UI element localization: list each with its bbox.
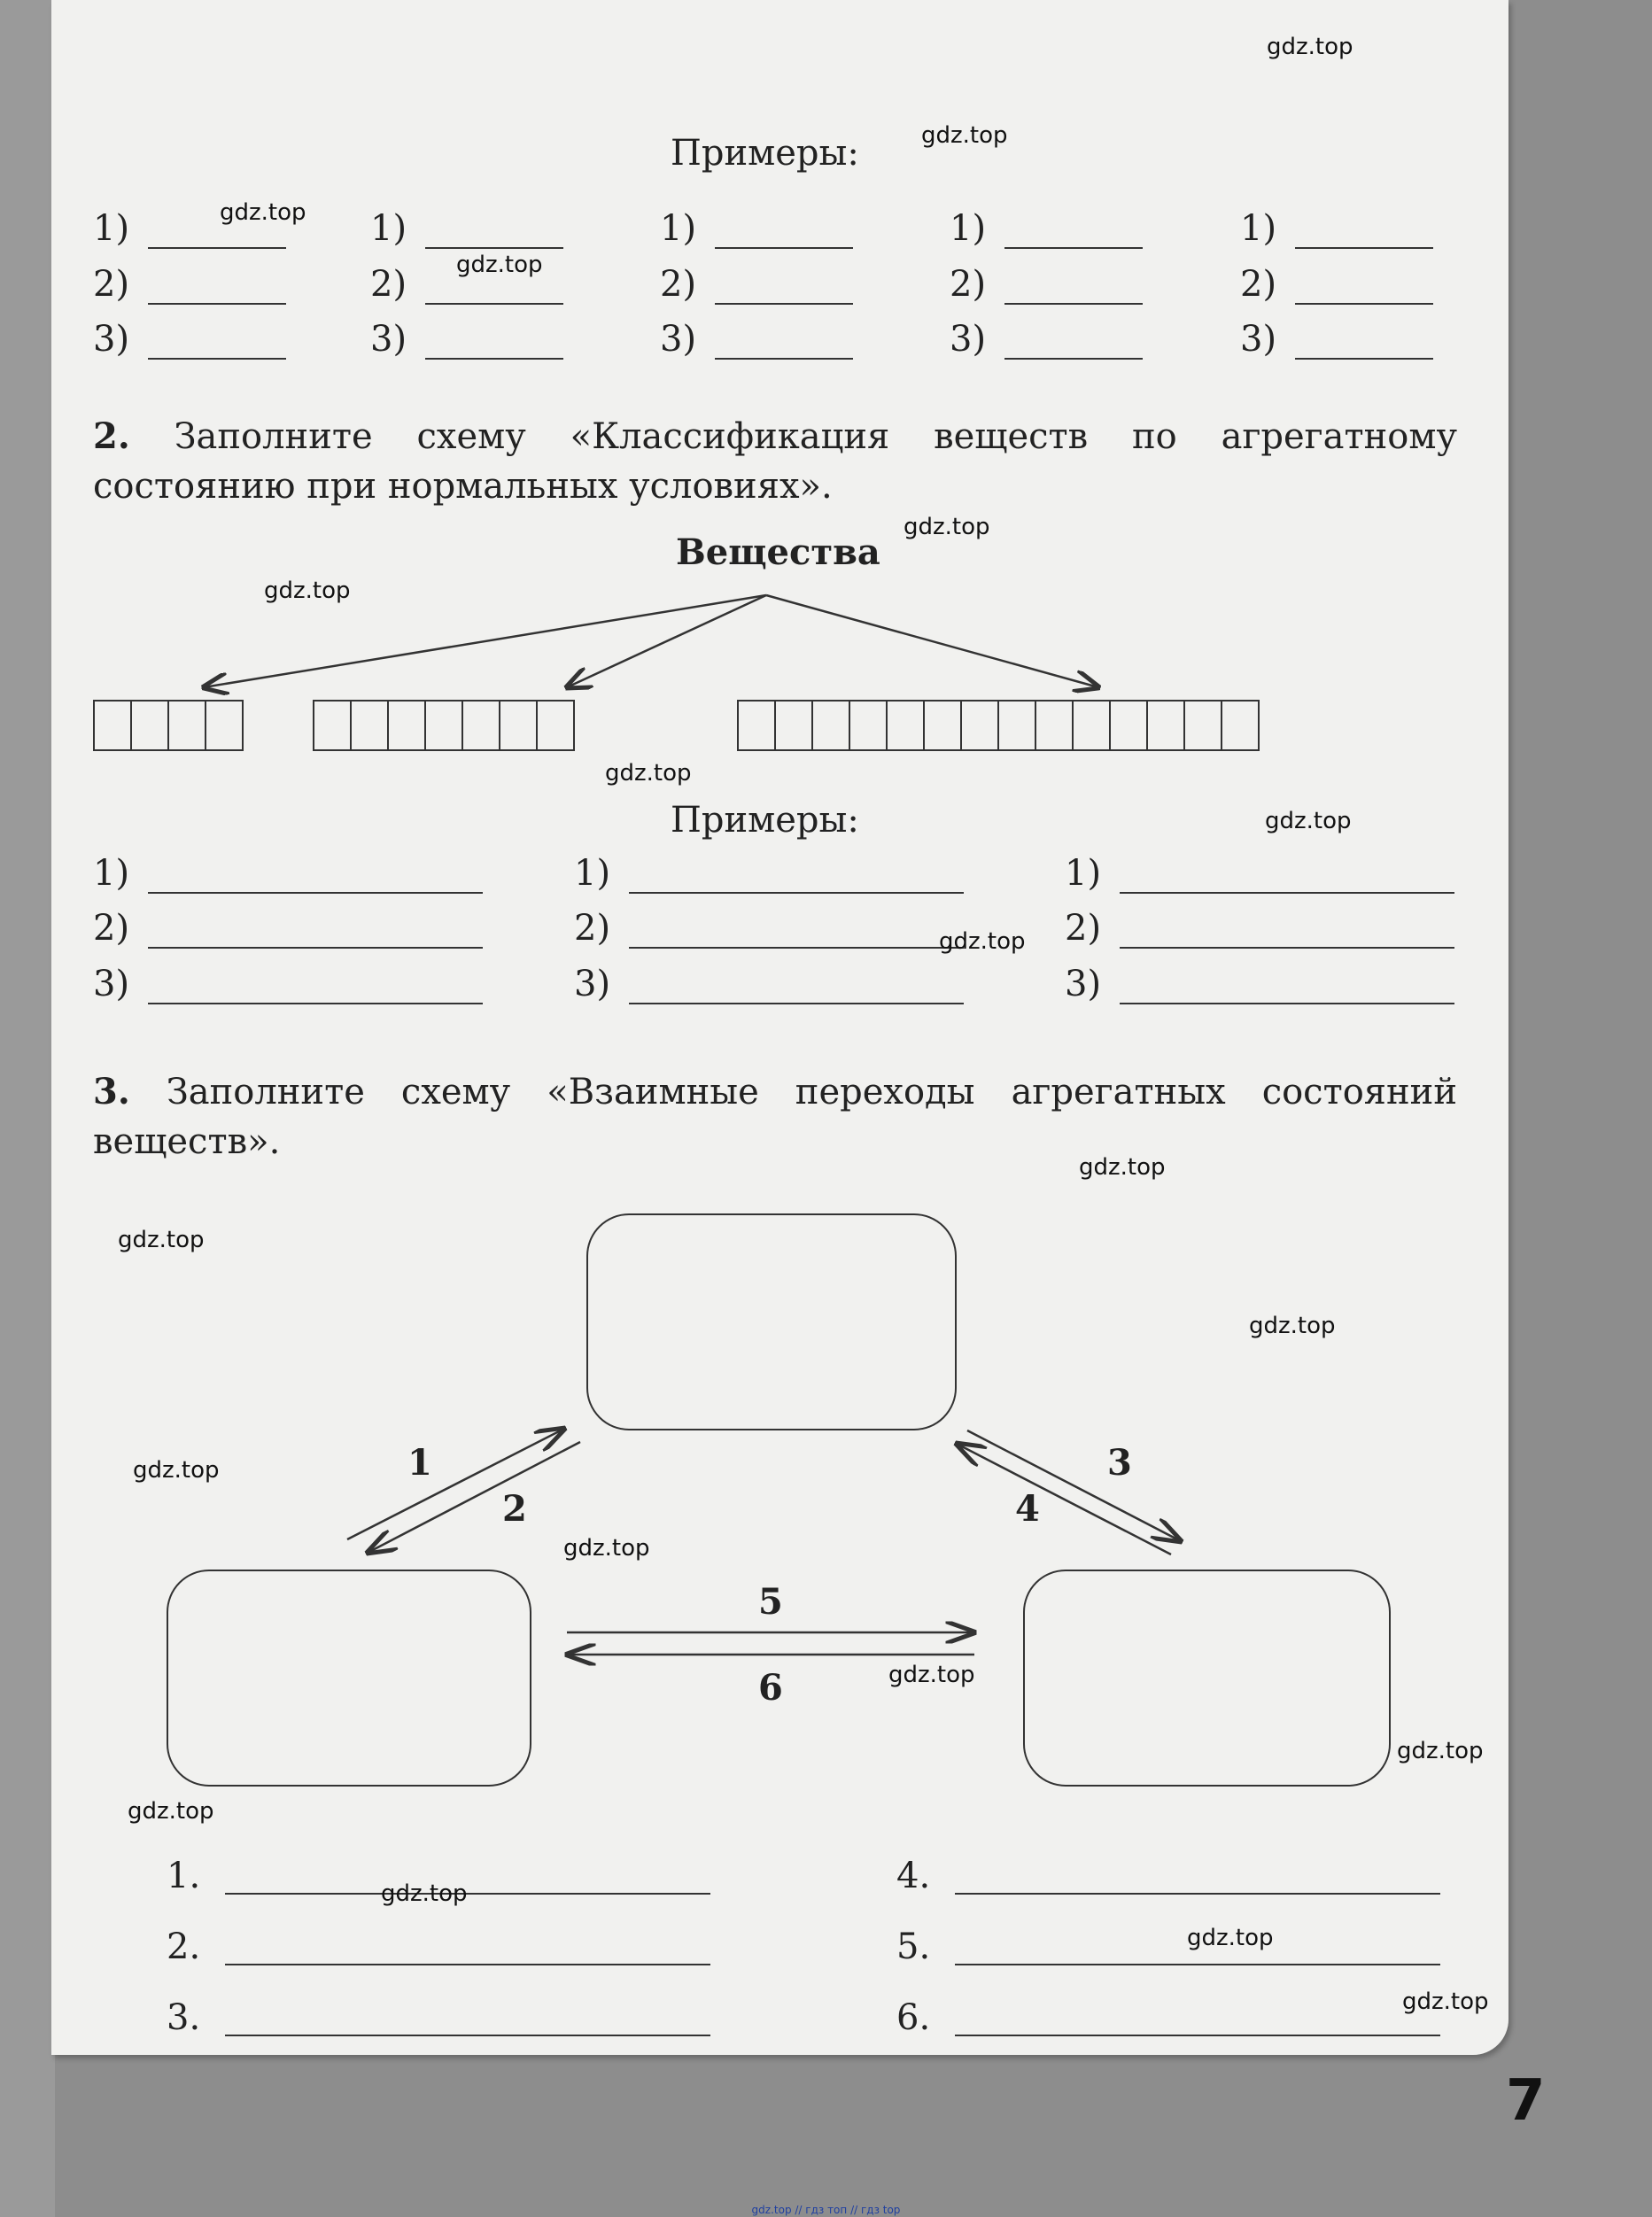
example-row-label: 2) <box>93 264 130 305</box>
answer-cell[interactable] <box>536 700 575 751</box>
watermark-text: gdz.top <box>1187 1925 1274 1951</box>
transition-label-6: 6 <box>758 1667 783 1709</box>
example-row-label: 1) <box>370 208 407 249</box>
watermark-text: gdz.top <box>456 252 543 278</box>
watermark-text: gdz.top <box>888 1662 975 1688</box>
example-row-label: 2) <box>93 908 130 949</box>
answer-cell[interactable] <box>205 700 244 751</box>
transition-arrow-3 <box>967 1430 1181 1541</box>
arrow-to-group-1 <box>204 595 766 687</box>
example-row-label: 1) <box>1240 208 1277 249</box>
answer-cell[interactable] <box>461 700 500 751</box>
example-row-label: 2) <box>370 264 407 305</box>
example-row-label: 3) <box>93 964 130 1004</box>
task-2-instruction: Заполните схему «Классификация веществ по агрегатному состоянию при нормальных условиях». <box>93 416 1458 507</box>
transition-answer-label: 6. <box>896 1997 931 2038</box>
answer-cell[interactable] <box>424 700 463 751</box>
transition-arrows <box>0 1373 1652 1709</box>
example-row-label: 3) <box>370 319 407 360</box>
arrow-to-group-2 <box>567 595 766 687</box>
example-answer-line[interactable] <box>629 892 964 894</box>
example-row-label: 3) <box>1240 319 1277 360</box>
example-row-label: 3) <box>574 964 611 1004</box>
transition-label-1: 1 <box>407 1442 432 1484</box>
answer-cell[interactable] <box>1072 700 1111 751</box>
answer-cell[interactable] <box>811 700 850 751</box>
page-number: 7 <box>1506 2068 1546 2134</box>
answer-cell[interactable] <box>737 700 776 751</box>
transition-answer-label: 2. <box>167 1926 201 1967</box>
watermark-text: gdz.top <box>1265 808 1352 834</box>
examples-title-1: Примеры: <box>671 133 859 174</box>
task-3-number: 3. <box>93 1071 130 1112</box>
answer-cell[interactable] <box>387 700 426 751</box>
example-row-label: 3) <box>660 319 697 360</box>
transition-answer-line[interactable] <box>225 1964 710 1965</box>
watermark-text: gdz.top <box>1402 1988 1489 2015</box>
watermark-text: gdz.top <box>1267 34 1353 60</box>
example-row-label: 1) <box>93 853 130 894</box>
example-row-label: 1) <box>1065 853 1102 894</box>
transition-answer-line[interactable] <box>225 2035 710 2036</box>
transition-arrow-2 <box>368 1442 580 1553</box>
answer-cell[interactable] <box>1183 700 1222 751</box>
transition-arrow-1 <box>347 1429 564 1539</box>
example-row-label: 2) <box>1065 908 1102 949</box>
answer-cell[interactable] <box>1146 700 1185 751</box>
answer-cell[interactable] <box>130 700 169 751</box>
answer-cell[interactable] <box>960 700 999 751</box>
watermark-text: gdz.top <box>904 514 990 540</box>
watermark-text: gdz.top <box>220 199 306 226</box>
answer-cell[interactable] <box>93 700 132 751</box>
answer-cell[interactable] <box>923 700 962 751</box>
example-row-label: 1) <box>574 853 611 894</box>
example-row-label: 2) <box>950 264 987 305</box>
example-answer-line[interactable] <box>1120 1003 1454 1004</box>
example-answer-line[interactable] <box>629 947 964 949</box>
example-row-label: 1) <box>660 208 697 249</box>
answer-cell[interactable] <box>1035 700 1074 751</box>
watermark-text: gdz.top <box>381 1880 468 1907</box>
watermark-text: gdz.top <box>118 1227 205 1253</box>
transition-answer-line[interactable] <box>225 1893 710 1895</box>
example-row-label: 1) <box>93 208 130 249</box>
watermark-text: gdz.top <box>939 928 1026 955</box>
transition-label-5: 5 <box>758 1581 783 1623</box>
transition-answer-label: 4. <box>896 1856 931 1896</box>
classification-arrows <box>0 0 1652 797</box>
transition-arrow-4 <box>957 1444 1171 1554</box>
answer-cell[interactable] <box>313 700 352 751</box>
task-3-text <box>93 1067 1457 1167</box>
answer-cell[interactable] <box>350 700 389 751</box>
example-row-label: 3) <box>950 319 987 360</box>
watermark-text: gdz.top <box>921 122 1008 149</box>
watermark-text: gdz.top <box>563 1535 650 1562</box>
task-2-number: 2. <box>93 415 130 457</box>
answer-cell[interactable] <box>774 700 813 751</box>
example-row-label: 2) <box>660 264 697 305</box>
answer-cell[interactable] <box>499 700 538 751</box>
transition-answer-line[interactable] <box>955 2035 1440 2036</box>
watermark-text: gdz.top <box>1079 1154 1166 1181</box>
example-answer-line[interactable] <box>148 892 483 894</box>
example-row-label: 2) <box>574 908 611 949</box>
example-answer-line[interactable] <box>148 947 483 949</box>
transition-label-4: 4 <box>1015 1488 1040 1530</box>
answer-cell[interactable] <box>886 700 925 751</box>
example-row-label: 3) <box>93 319 130 360</box>
scheme-title: Вещества <box>676 531 880 573</box>
bottom-note: gdz.top // гдз топ // гдз top <box>751 2204 901 2216</box>
examples-title-2: Примеры: <box>671 800 859 841</box>
answer-cell[interactable] <box>1109 700 1148 751</box>
transition-answer-label: 5. <box>896 1926 931 1967</box>
answer-cell[interactable] <box>849 700 888 751</box>
task-3-instruction: Заполните схему «Взаимные переходы агрегатных состояний веществ». <box>93 1072 1458 1162</box>
watermark-text: gdz.top <box>605 760 692 787</box>
watermark-text: gdz.top <box>264 578 351 604</box>
transition-answer-line[interactable] <box>955 1964 1440 1965</box>
transition-answer-label: 3. <box>167 1997 201 2038</box>
watermark-text: gdz.top <box>1249 1313 1336 1339</box>
answer-cell[interactable] <box>997 700 1036 751</box>
watermark-text: gdz.top <box>128 1798 214 1825</box>
answer-cell[interactable] <box>1221 700 1260 751</box>
example-row-label: 2) <box>1240 264 1277 305</box>
example-answer-line[interactable] <box>629 1003 964 1004</box>
transition-answer-label: 1. <box>167 1856 201 1896</box>
transition-label-2: 2 <box>502 1488 527 1530</box>
example-row-label: 1) <box>950 208 987 249</box>
answer-cell[interactable] <box>167 700 206 751</box>
watermark-text: gdz.top <box>1397 1738 1484 1764</box>
example-answer-line[interactable] <box>148 1003 483 1004</box>
arrow-to-group-3 <box>766 595 1098 687</box>
example-answer-line[interactable] <box>1120 947 1454 949</box>
example-row-label: 3) <box>1065 964 1102 1004</box>
watermark-text: gdz.top <box>133 1457 220 1484</box>
transition-label-3: 3 <box>1107 1442 1132 1484</box>
transition-answer-line[interactable] <box>955 1893 1440 1895</box>
example-answer-line[interactable] <box>1120 892 1454 894</box>
